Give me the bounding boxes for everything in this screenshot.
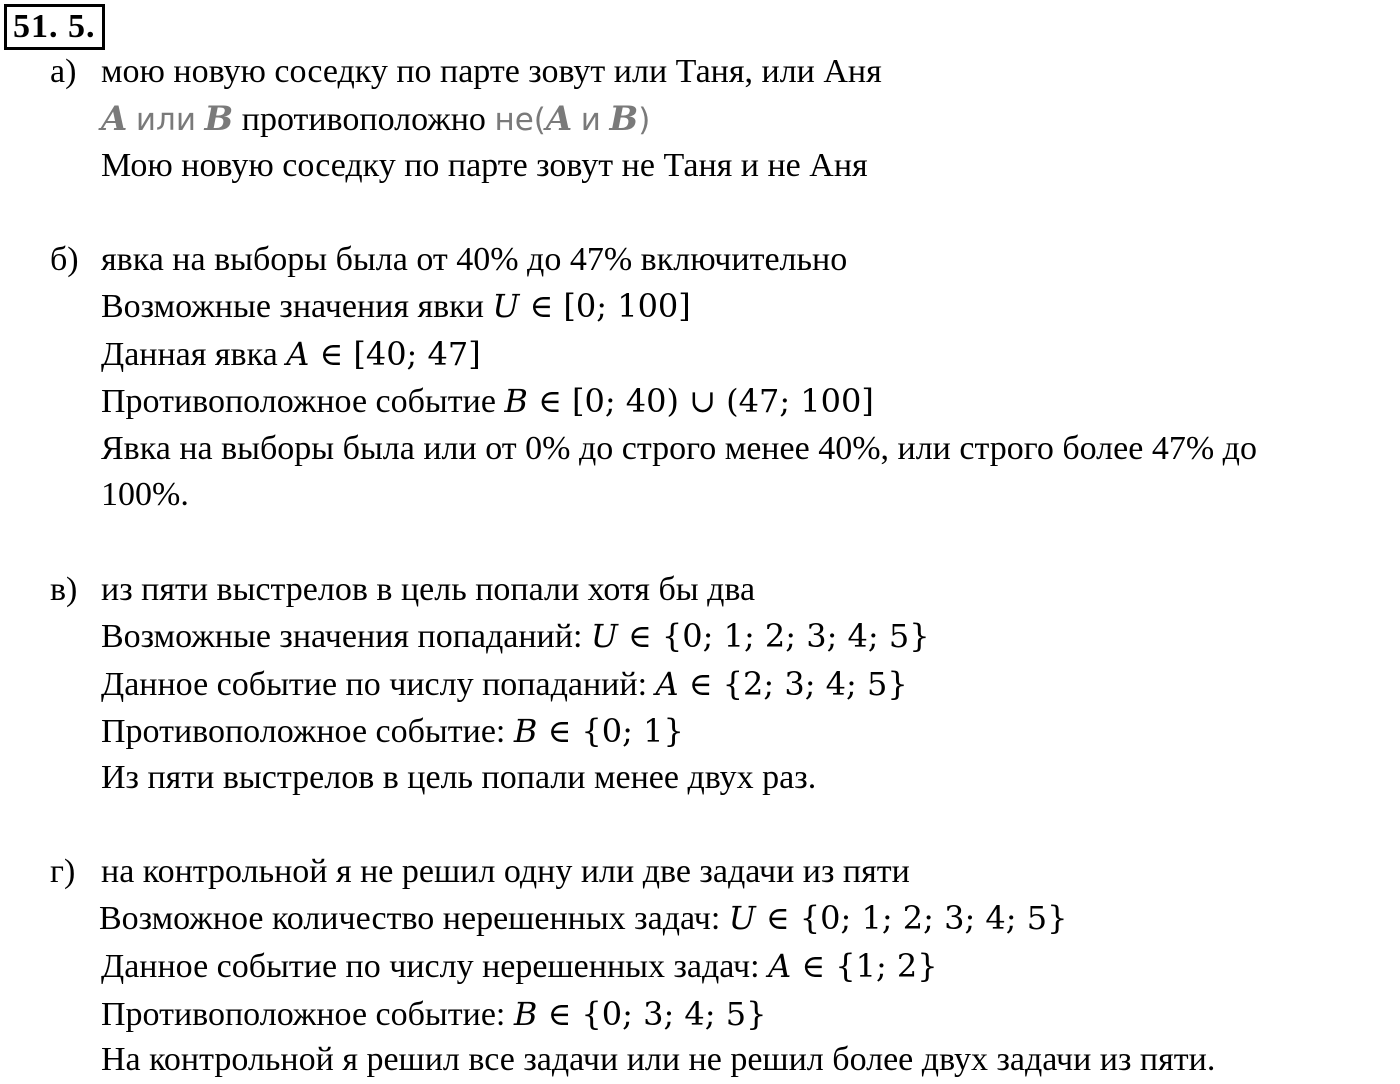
part-b-possible-math: U ∈ [0; 100]: [492, 287, 691, 325]
part-g-possible-math: U ∈ {0; 1; 2; 3; 4; 5}: [728, 899, 1068, 937]
part-g-possible: [99, 898, 1067, 939]
part-a-answer: Мою новую соседку по парте зовут не Таня и не Аня: [101, 147, 868, 184]
part-v-opposite-label: Противоположное событие:: [101, 713, 506, 750]
part-a-rule-A2: A: [545, 99, 573, 139]
part-a-marker: а): [50, 53, 77, 90]
part-b-possible: [101, 286, 691, 327]
part-a-rule-or: или: [135, 102, 196, 138]
part-a-rule-and: и: [580, 102, 601, 138]
part-a-rule: [101, 99, 650, 140]
part-b-opposite-label: Противоположное событие: [101, 383, 496, 420]
part-g-opposite: [101, 994, 766, 1035]
part-g-marker: г): [50, 853, 76, 890]
part-a-rule-B: B: [204, 99, 234, 139]
part-a-rule-opposite: противоположно: [241, 101, 486, 138]
part-v-marker: в): [50, 571, 78, 608]
part-b-given: [101, 334, 481, 375]
part-a-rule-open: (: [533, 102, 546, 138]
part-b-given-label: Данная явка: [101, 336, 278, 373]
part-g-given-label: Данное событие по числу нерешенных задач:: [101, 948, 760, 985]
part-g-possible-label: Возможное количество нерешенных задач:: [99, 900, 721, 937]
part-b-statement: явка на выборы была от 40% до 47% включительно: [101, 241, 848, 278]
part-v-possible-math: U ∈ {0; 1; 2; 3; 4; 5}: [590, 617, 930, 655]
part-v-statement: из пяти выстрелов в цель попали хотя бы два: [101, 571, 756, 608]
part-a-rule-not: не: [494, 102, 534, 138]
part-b-opposite: [101, 381, 874, 422]
part-g-statement: на контрольной я не решил одну или две задачи из пяти: [101, 853, 910, 890]
part-a-rule-B2: B: [609, 99, 639, 139]
part-b-answer-line1: Явка на выборы была или от 0% до строго менее 40%, или строго более 47% до: [101, 430, 1257, 467]
part-v-opposite-math: B ∈ {0; 1}: [513, 712, 684, 750]
part-g-given: [101, 946, 938, 987]
part-v-given: [101, 664, 908, 705]
part-b-possible-label: Возможные значения явки: [101, 288, 484, 325]
part-g-given-math: A ∈ {1; 2}: [768, 947, 938, 985]
part-v-answer: Из пяти выстрелов в цель попали менее двух раз.: [101, 759, 817, 796]
part-v-given-math: A ∈ {2; 3; 4; 5}: [655, 665, 908, 703]
part-v-possible-label: Возможные значения попаданий:: [101, 618, 583, 655]
part-v-opposite: [101, 711, 684, 752]
part-b-given-math: A ∈ [40; 47]: [286, 335, 481, 373]
part-g-opposite-math: B ∈ {0; 3; 4; 5}: [513, 995, 767, 1033]
part-v-possible: [101, 616, 930, 657]
part-a-rule-close: ): [638, 102, 651, 138]
part-g-answer: На контрольной я решил все задачи или не решил более двух задачи из пяти.: [101, 1041, 1216, 1078]
part-a-statement: мою новую соседку по парте зовут или Таня, или Аня: [101, 53, 882, 90]
part-v-given-label: Данное событие по числу попаданий:: [101, 666, 648, 703]
part-b-opposite-math: B ∈ [0; 40) ∪ (47; 100]: [504, 382, 874, 420]
part-g-opposite-label: Противоположное событие:: [101, 996, 506, 1033]
problem-number: 51. 5.: [4, 4, 105, 50]
part-a-rule-A: A: [101, 99, 128, 139]
part-b-answer-line2: 100%.: [101, 476, 189, 513]
part-b-marker: б): [50, 241, 79, 278]
